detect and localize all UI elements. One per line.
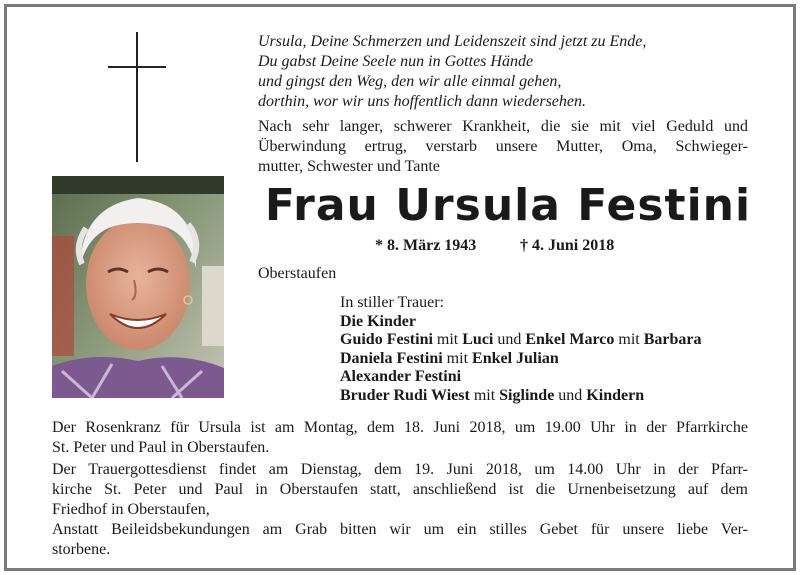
mourner-line: Daniela Festini mit Enkel Julian <box>340 349 559 367</box>
info-line: Der Rosenkranz für Ursula ist am Montag, dem 18. Juni 2018, um 19.00 Uhr in der Pfarrkirche <box>52 419 748 436</box>
poem-line: und gingst den Weg, den wir alle einmal gehen, <box>258 73 562 90</box>
intro-line: Nach sehr langer, schwerer Krankheit, die sie mit viel Geduld und <box>258 118 748 135</box>
poem-line: dorthin, wor wir uns hoffentlich dann wiedersehen. <box>258 93 586 110</box>
poem-line: Du gabst Deine Seele nun in Gottes Hände <box>258 53 534 70</box>
birth-date: * 8. März 1943 <box>375 237 477 254</box>
info-line: Friedhof in Oberstaufen, <box>52 501 210 518</box>
place-name: Oberstaufen <box>258 265 337 282</box>
portrait-photo <box>52 176 224 398</box>
mourner-line: Die Kinder <box>340 312 416 330</box>
info-line: St. Peter und Paul in Oberstaufen. <box>52 439 270 456</box>
info-line: Der Trauergottesdienst findet am Dienstag, dem 19. Juni 2018, um 14.00 Uhr in der Pfarr- <box>52 461 748 478</box>
intro-line: Überwindung ertrug, verstarb unsere Mutter, Oma, Schwieger- <box>258 138 748 155</box>
mourner-line: Alexander Festini <box>340 368 462 386</box>
mourners-heading: In stiller Trauer: <box>340 294 444 311</box>
intro-line: mutter, Schwester und Tante <box>258 158 440 175</box>
intro-text <box>258 117 748 177</box>
mourner-line: Guido Festini mit Luci und Enkel Marco mit Barbara <box>340 331 702 349</box>
info-line: Anstatt Beileidsbekundungen am Grab bitten wir um ein stilles Gebet für unsere liebe Ver- <box>52 521 748 538</box>
info-line: storbene. <box>52 541 111 558</box>
mourners-list <box>340 294 702 406</box>
deceased-name: Frau Ursula Festini <box>264 180 752 231</box>
death-date: † 4. Juni 2018 <box>520 237 615 254</box>
poem <box>258 32 758 112</box>
mourner-line: Bruder Rudi Wiest mit Siglinde und Kindern <box>340 386 645 404</box>
latin-cross-icon <box>108 32 168 164</box>
poem-line: Ursula, Deine Schmerzen und Leidenszeit sind jetzt zu Ende, <box>258 33 647 50</box>
service-info <box>52 418 748 560</box>
info-line: kirche St. Peter und Paul in Oberstaufen statt, anschließend ist die Urnenbeisetzung auf dem <box>52 481 748 498</box>
